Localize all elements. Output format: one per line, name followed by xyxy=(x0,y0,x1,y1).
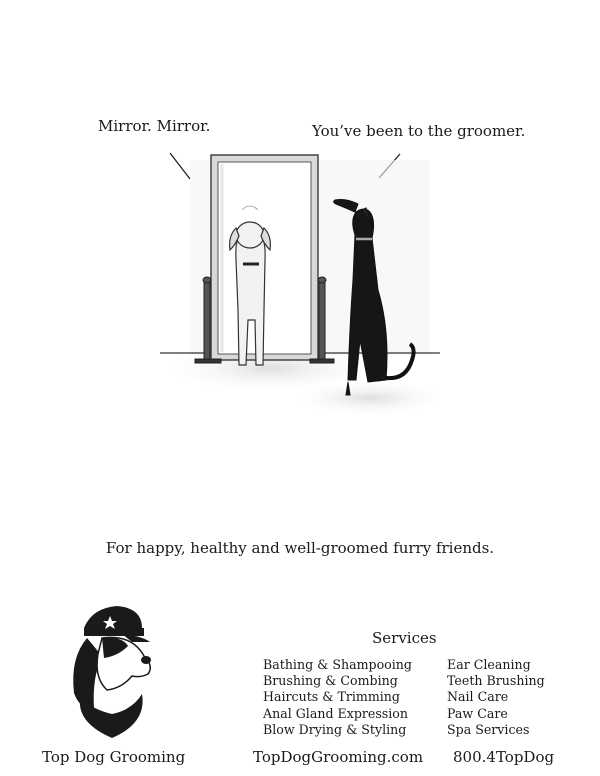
services-list-right xyxy=(447,657,545,738)
brand-name: Top Dog Grooming xyxy=(42,748,186,766)
dogs-at-mirror-cartoon xyxy=(150,140,450,420)
service-item: Teeth Brushing xyxy=(447,673,545,689)
website-link[interactable]: TopDogGrooming.com xyxy=(253,748,424,766)
service-item: Brushing & Combing xyxy=(263,673,398,689)
services-title: Services xyxy=(372,629,437,647)
services-list-left xyxy=(263,657,412,738)
service-item: Blow Drying & Styling xyxy=(263,721,407,737)
phone-number[interactable]: 800.4TopDog xyxy=(453,748,555,766)
speech-caption-left: Mirror. Mirror. xyxy=(98,117,211,135)
service-item: Haircuts & Trimming xyxy=(263,689,400,705)
service-item: Nail Care xyxy=(447,689,509,705)
service-item: Spa Services xyxy=(447,721,530,737)
service-item: Ear Cleaning xyxy=(447,657,531,672)
service-item: Bathing & Shampooing xyxy=(263,657,412,672)
service-item: Anal Gland Expression xyxy=(263,705,408,721)
speech-caption-right: You’ve been to the groomer. xyxy=(312,122,526,140)
dog-wearing-captain-hat-logo xyxy=(62,598,162,740)
service-item: Paw Care xyxy=(447,705,508,721)
tagline: For happy, healthy and well-groomed furry friends. xyxy=(105,539,495,557)
